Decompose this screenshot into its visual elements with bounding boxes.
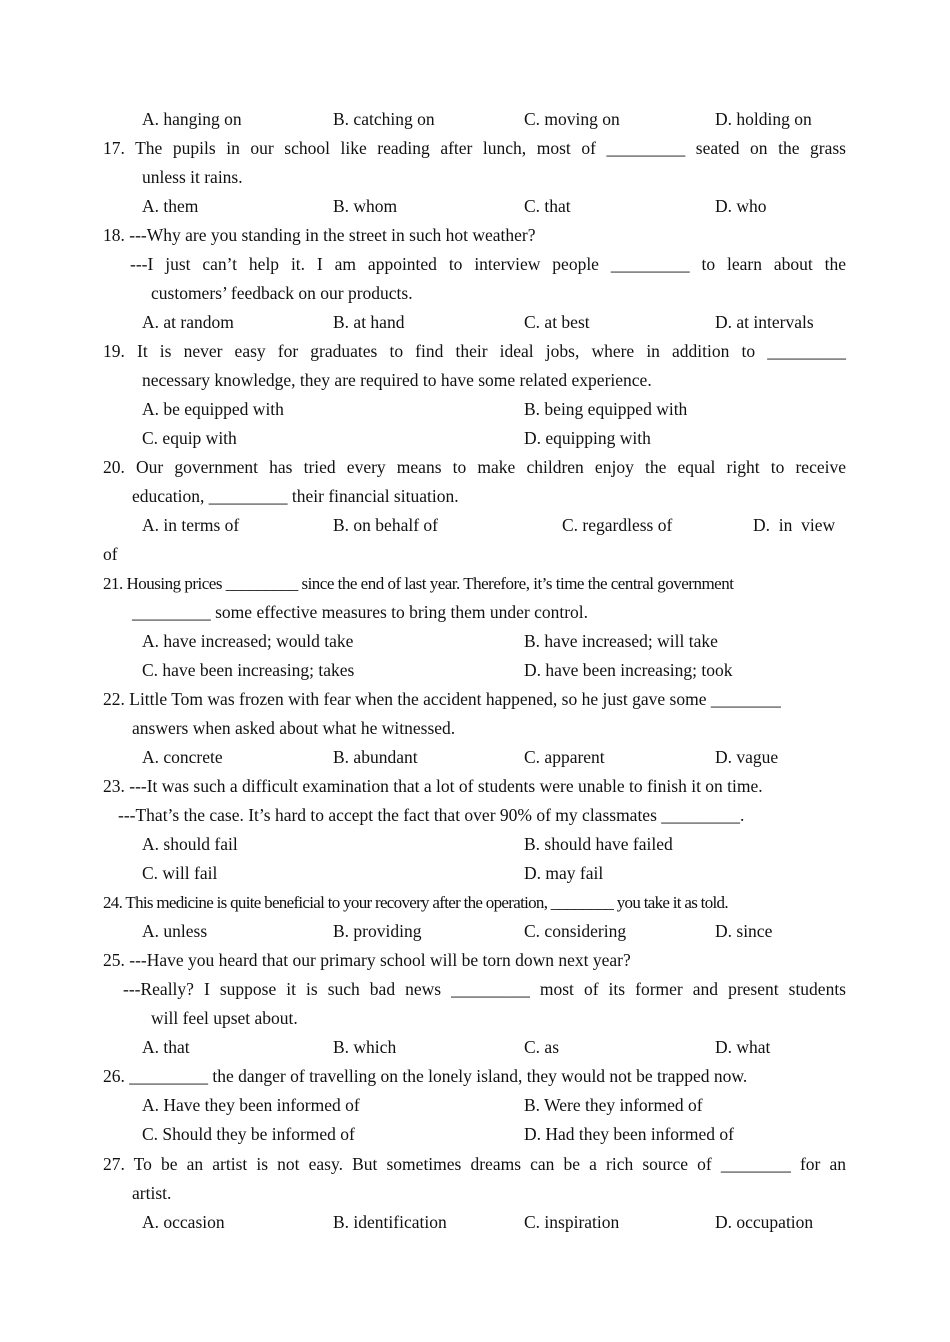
option-a: A. hanging on	[142, 109, 242, 129]
q18-option-d: D. at intervals	[715, 312, 814, 332]
q25-option-d: D. what	[715, 1037, 771, 1057]
q20-option-d-wrap: of	[103, 544, 118, 564]
option-c: C. moving on	[524, 109, 620, 129]
question-18-line-2: ---I just can’t help it. I am appointed to interview people _________ to learn about the	[130, 254, 846, 274]
q19-option-c: C. equip with	[142, 428, 237, 448]
q19-option-b: B. being equipped with	[524, 399, 688, 419]
question-18-line-1: 18. ---Why are you standing in the street in such hot weather?	[103, 225, 536, 245]
question-26-line-1: 26. _________ the danger of travelling on the lonely island, they would not be trapped now.	[103, 1066, 748, 1086]
question-22-line-2: answers when asked about what he witnessed.	[132, 718, 456, 738]
q17-option-c: C. that	[524, 196, 571, 216]
option-d: D. holding on	[715, 109, 812, 129]
q25-option-b: B. which	[333, 1037, 397, 1057]
q21-option-a: A. have increased; would take	[142, 631, 354, 651]
q20-option-d: D. in view	[753, 515, 836, 535]
q18-option-c: C. at best	[524, 312, 590, 332]
q17-option-d: D. who	[715, 196, 767, 216]
q26-option-a: A. Have they been informed of	[142, 1095, 360, 1115]
q24-option-a: A. unless	[142, 921, 208, 941]
q17-option-b: B. whom	[333, 196, 398, 216]
q18-option-a: A. at random	[142, 312, 234, 332]
question-20-line-1: 20. Our government has tried every means to make children enjoy the equal right to receive	[103, 457, 846, 477]
question-23-line-2: ---That’s the case. It’s hard to accept the fact that over 90% of my classmates _________.	[118, 805, 745, 825]
question-27-line-2: artist.	[132, 1183, 172, 1203]
q23-option-d: D. may fail	[524, 863, 604, 883]
question-27-line-1: 27. To be an artist is not easy. But sometimes dreams can be a rich source of ________ for an	[103, 1154, 846, 1174]
question-22-line-1: 22. Little Tom was frozen with fear when the accident happened, so he just gave some ________	[103, 689, 781, 709]
question-25-line-1: 25. ---Have you heard that our primary school will be torn down next year?	[103, 950, 631, 970]
q26-option-d: D. Had they been informed of	[524, 1124, 734, 1144]
question-21-line-2: _________ some effective measures to bring them under control.	[132, 602, 589, 622]
question-19-line-1: 19. It is never easy for graduates to find their ideal jobs, where in addition to _________	[103, 341, 846, 361]
q20-option-a: A. in terms of	[142, 515, 240, 535]
q24-option-c: C. considering	[524, 921, 627, 941]
q22-option-d: D. vague	[715, 747, 779, 767]
q23-option-c: C. will fail	[142, 863, 218, 883]
question-24-line-1: 24. This medicine is quite beneficial to your recovery after the operation, ________ you take it as told.	[103, 893, 728, 912]
question-21-line-1: 21. Housing prices _________ since the end of last year. Therefore, it’s time the central government	[103, 574, 734, 593]
q24-option-d: D. since	[715, 921, 773, 941]
q27-option-d: D. occupation	[715, 1212, 814, 1232]
option-b: B. catching on	[333, 109, 435, 129]
q19-option-d: D. equipping with	[524, 428, 651, 448]
q23-option-b: B. should have failed	[524, 834, 673, 854]
q27-option-c: C. inspiration	[524, 1212, 620, 1232]
q24-option-b: B. providing	[333, 921, 422, 941]
q22-option-a: A. concrete	[142, 747, 223, 767]
q22-option-b: B. abundant	[333, 747, 418, 767]
question-20-line-2: education, _________ their financial situation.	[132, 486, 459, 506]
q18-option-b: B. at hand	[333, 312, 405, 332]
q25-option-c: C. as	[524, 1037, 559, 1057]
q21-option-c: C. have been increasing; takes	[142, 660, 355, 680]
question-25-line-2: ---Really? I suppose it is such bad news _________ most of its former and present students	[123, 979, 846, 999]
q26-option-c: C. Should they be informed of	[142, 1124, 355, 1144]
q20-option-c: C. regardless of	[562, 515, 673, 535]
question-23-line-1: 23. ---It was such a difficult examination that a lot of students were unable to finish it on time.	[103, 776, 763, 796]
question-17-line-1: 17. The pupils in our school like reading after lunch, most of _________ seated on the grass	[103, 138, 846, 158]
question-19-line-2: necessary knowledge, they are required to have some related experience.	[142, 370, 652, 390]
q21-option-d: D. have been increasing; took	[524, 660, 733, 680]
q27-option-b: B. identification	[333, 1212, 447, 1232]
q23-option-a: A. should fail	[142, 834, 238, 854]
q25-option-a: A. that	[142, 1037, 190, 1057]
q27-option-a: A. occasion	[142, 1212, 225, 1232]
q20-option-b: B. on behalf of	[333, 515, 438, 535]
question-18-line-3: customers’ feedback on our products.	[151, 283, 413, 303]
q26-option-b: B. Were they informed of	[524, 1095, 703, 1115]
q19-option-a: A. be equipped with	[142, 399, 284, 419]
question-25-line-3: will feel upset about.	[151, 1008, 298, 1028]
q22-option-c: C. apparent	[524, 747, 605, 767]
q21-option-b: B. have increased; will take	[524, 631, 718, 651]
q17-option-a: A. them	[142, 196, 199, 216]
question-17-line-2: unless it rains.	[142, 167, 243, 187]
